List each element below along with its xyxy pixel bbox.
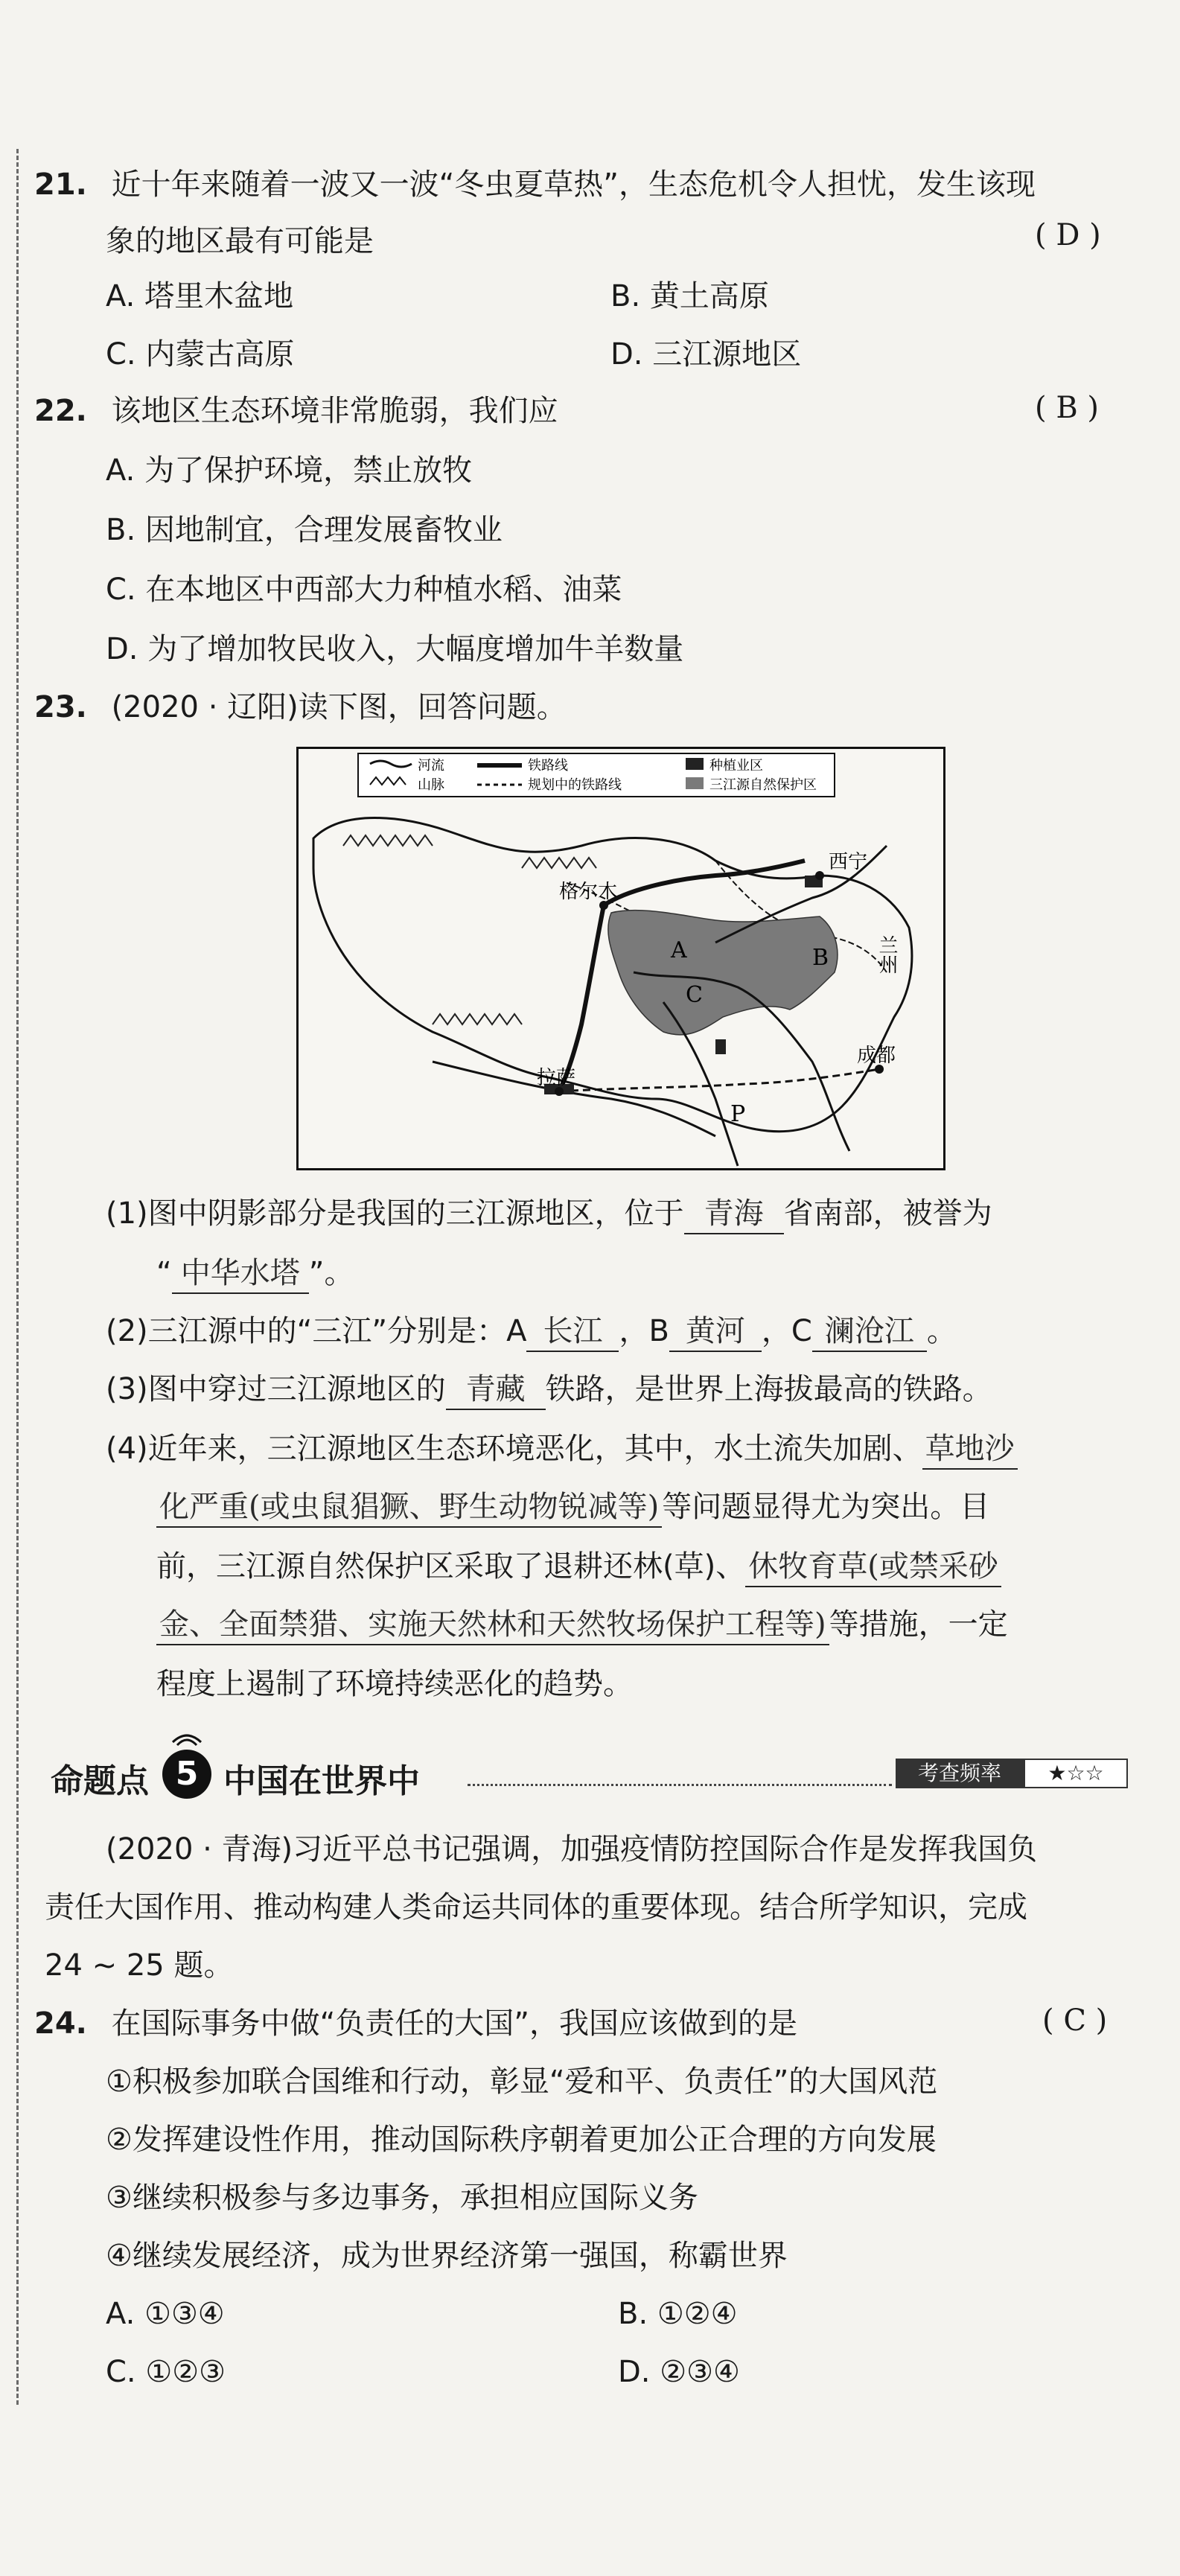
- intro-line2: 责任大国作用、推动构建人类命运共同体的重要体现。结合所学知识，完成: [45, 1890, 1027, 1925]
- legend-mountain-label: 山脉: [418, 777, 444, 793]
- signal-icon: [170, 1726, 204, 1748]
- qinghai-tibet-railway-north: [604, 861, 805, 905]
- q23-sub4-answer1-part2: 化严重(或虫鼠猖獗、野生动物锐减等): [156, 1488, 662, 1528]
- legend-crop-symbol: [686, 758, 704, 770]
- q24-item2: ②发挥建设性作用，推动国际秩序朝着更加公正合理的方向发展: [106, 2123, 937, 2157]
- q23-sub4-text2: 等问题显得尤为突出。目: [662, 1490, 990, 1524]
- q23-sub2-answer-c: 澜沧江: [812, 1312, 927, 1352]
- q22-answer: ( B ): [1035, 391, 1100, 425]
- q24-option-b: B. ①②④: [618, 2297, 738, 2331]
- q23-sub4-text4: 等措施，一定: [829, 1607, 1008, 1642]
- q23-number: 23.: [34, 690, 87, 724]
- q23-sub1-line1: [106, 1193, 992, 1234]
- q24-option-d: D. ②③④: [618, 2355, 740, 2389]
- q23-sub4-answer1-part1: 草地沙: [922, 1429, 1018, 1470]
- q23-stem-text: (2020 · 辽阳)读下图，回答问题。: [111, 690, 567, 724]
- q23-sub2-postfix: 。: [926, 1314, 957, 1348]
- q23-sub2-line: [106, 1310, 957, 1352]
- legend-planned-label: 规划中的铁路线: [528, 777, 622, 793]
- q22-option-b: B. 因地制宜，合理发展畜牧业: [106, 513, 503, 547]
- q22-number: 22.: [34, 394, 87, 428]
- frequency-label: 考查频率: [896, 1759, 1024, 1788]
- label-lhasa: 拉萨: [537, 1067, 576, 1089]
- frequency-stars: ★☆☆: [1024, 1759, 1128, 1788]
- section-title: 中国在世界中: [223, 1762, 420, 1800]
- q22-stem-line: [34, 390, 558, 432]
- kunlun-mountains: [343, 835, 433, 846]
- q23-sub1-answer-province: 青海: [684, 1194, 784, 1234]
- q21-stem-text1: 近十年来随着一波又一波“冬虫夏草热”，生态危机令人担忧，发生该现: [111, 168, 1036, 202]
- q21-stem-line1: [34, 164, 1036, 205]
- q23-sub4-answer2-part1: 休牧育草(或禁采砂: [745, 1547, 1001, 1587]
- section-number-badge: 5: [162, 1750, 211, 1799]
- q21-option-d: D. 三江源地区: [610, 337, 802, 372]
- label-a: A: [671, 937, 687, 963]
- sanjiangyuan-reserve-area: [608, 911, 838, 1035]
- q23-sub4-line5: 程度上遏制了环境持续恶化的趋势。: [156, 1667, 633, 1701]
- label-xining: 西宁: [829, 851, 868, 873]
- q22-option-c: C. 在本地区中西部大力种植水稻、油菜: [106, 573, 622, 607]
- q21-option-a: A. 塔里木盆地: [106, 279, 294, 313]
- map-svg: [299, 749, 943, 1168]
- left-dashed-border: [16, 149, 19, 2405]
- label-b: B: [812, 945, 829, 971]
- q23-sub2-prefix: (2)三江源中的“三江”分别是：A: [106, 1314, 527, 1348]
- q23-sub2-mid2: ，C: [761, 1314, 812, 1348]
- q24-option-a: A. ①③④: [106, 2297, 225, 2331]
- intro-line3: 24 ~ 25 题。: [45, 1948, 234, 1983]
- section-dotted-rule: [468, 1784, 892, 1786]
- section-header: [51, 1750, 1130, 1802]
- q24-option-c: C. ①②③: [106, 2355, 226, 2389]
- q23-sub1-postfix: 省南部，被誉为: [783, 1196, 992, 1231]
- q23-sub4-answer2-part2: 金、全面禁猎、实施天然林和天然牧场保护工程等): [156, 1605, 829, 1645]
- qilian-mountains: [522, 858, 596, 868]
- legend-crop-label: 种植业区: [709, 758, 763, 774]
- q23-sub4-line1: [106, 1428, 1018, 1470]
- q23-stem-line: [34, 686, 567, 728]
- q23-sub1-line2: [156, 1252, 354, 1294]
- q23-sub4-text1: (4)近年来，三江源地区生态环境恶化，其中，水土流失加剧、: [106, 1432, 922, 1466]
- label-c: C: [686, 982, 703, 1008]
- q23-sub4-text3: 前，三江源自然保护区采取了退耕还林(草)、: [156, 1549, 746, 1584]
- q23-sub4-line2: [156, 1486, 989, 1528]
- label-p: P: [730, 1101, 746, 1127]
- q21-answer: ( D ): [1035, 218, 1101, 252]
- q21-option-b: B. 黄土高原: [610, 279, 769, 313]
- q23-sub3-prefix: (3)图中穿过三江源地区的: [106, 1372, 446, 1406]
- legend-reserve-symbol: [686, 777, 704, 789]
- q23-sub1b-close: ”。: [308, 1256, 354, 1290]
- q23-sub3-line: [106, 1368, 992, 1410]
- q23-sub2-answer-a: 长江: [526, 1312, 619, 1352]
- q24-answer: ( C ): [1042, 2003, 1108, 2038]
- qinghai-tibet-railway-south: [559, 905, 604, 1091]
- q23-sub3-answer: 青藏: [446, 1370, 546, 1410]
- q24-item1: ①积极参加联合国维和行动，彰显“爱和平、负责任”的大国风范: [106, 2065, 938, 2099]
- q23-sub1-answer-nickname: 中华水塔: [172, 1254, 309, 1294]
- q21-number: 21.: [34, 168, 87, 202]
- q24-number: 24.: [34, 2006, 87, 2041]
- xining-dot: [815, 871, 824, 880]
- label-chengdu: 成都: [857, 1045, 896, 1067]
- legend-reserve-label: 三江源自然保护区: [709, 777, 817, 793]
- q23-sub1b-open-quote: “: [156, 1256, 172, 1290]
- q24-item4: ④继续发展经济，成为世界经济第一强国，称霸世界: [106, 2239, 788, 2273]
- sanjiangyuan-map: [296, 747, 945, 1170]
- section-label: 命题点: [51, 1762, 149, 1800]
- q23-sub1-prefix: (1)图中阴影部分是我国的三江源地区，位于: [106, 1196, 684, 1231]
- q22-option-d: D. 为了增加牧民收入，大幅度增加牛羊数量: [106, 632, 684, 666]
- q23-sub4-line4: [156, 1604, 1008, 1645]
- q24-stem-text: 在国际事务中做“负责任的大国”，我国应该做到的是: [111, 2006, 798, 2041]
- himalaya-mountains: [433, 1014, 522, 1024]
- q21-option-c: C. 内蒙古高原: [106, 337, 295, 372]
- intro-line1: (2020 · 青海)习近平总书记强调，加强疫情防控国际合作是发挥我国负: [106, 1832, 1038, 1866]
- q23-sub3-postfix: 铁路，是世界上海拔最高的铁路。: [545, 1372, 992, 1406]
- label-golmud: 格尔木: [559, 881, 618, 903]
- planned-railway: [559, 1069, 879, 1091]
- q21-stem-line2: 象的地区最有可能是: [106, 224, 374, 258]
- q22-stem-text: 该地区生态环境非常脆弱，我们应: [111, 394, 558, 428]
- legend-railway-label: 铁路线: [528, 758, 568, 774]
- q24-item3: ③继续积极参与多边事务，承担相应国际义务: [106, 2181, 698, 2215]
- q24-stem-line: [34, 2003, 797, 2044]
- q23-sub2-mid1: ，B: [619, 1314, 669, 1348]
- crop-area-south: [715, 1039, 726, 1054]
- legend-river-label: 河流: [418, 758, 444, 774]
- q22-option-a: A. 为了保护环境，禁止放牧: [106, 453, 473, 488]
- label-lanzhou: 兰州: [876, 935, 898, 974]
- q23-sub2-answer-b: 黄河: [669, 1312, 762, 1352]
- q23-sub4-line3: [156, 1546, 1001, 1587]
